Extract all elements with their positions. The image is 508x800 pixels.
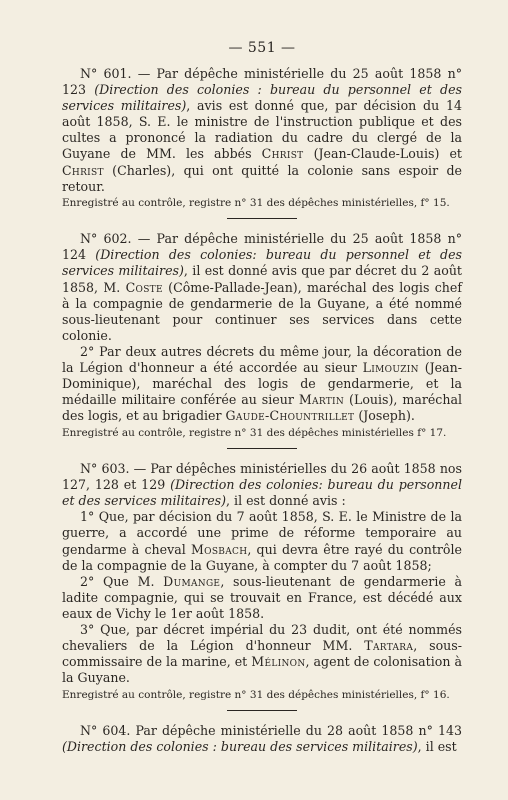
direction-text: (Direction des colonies : bureau des services militaires) — [62, 739, 418, 755]
section-divider — [227, 710, 297, 711]
entry-text: — Par dépêches ministérielles du 26 août 1858 nos 127, 128 et 129 — [62, 460, 462, 493]
entry-text: (Louis), maréchal des logis, et au brigadier — [62, 392, 462, 424]
entry-text: , qui devra être rayé du contrôle de la compagnie de la Guyane, à compter du 7 août 1858; — [62, 541, 463, 573]
entry-text: (Jean-Dominique), maréchal des logis de gendarmerie, et la médaille militaire conférée au sieur — [62, 360, 462, 408]
entry-603 — [62, 461, 462, 702]
section-divider — [227, 448, 297, 449]
direction-text: (Direction des colonies : bureau du personnel et des services militaires) — [62, 82, 462, 114]
direction-text: (Direction des colonies: bureau du personnel et des services militaires) — [62, 477, 462, 509]
section-divider — [227, 218, 297, 219]
entry-body — [62, 461, 462, 509]
entry-text: 2° Que M. — [80, 573, 164, 589]
entry-paragraph — [62, 509, 462, 573]
person-name: Gaude-Chountrillet — [225, 408, 355, 424]
person-name: Limouzin — [362, 360, 419, 376]
entry-text: (Joseph). — [354, 408, 415, 424]
registration-note: Enregistré au contrôle, registre n° 31 des dépêches ministérielles, f° 16. — [62, 688, 450, 701]
entry-601 — [62, 66, 462, 210]
entry-text: (Jean-Claude-Louis) et — [303, 146, 462, 162]
entry-text: , il est — [417, 739, 457, 755]
entry-paragraph — [62, 344, 462, 425]
person-name: Christ — [261, 146, 304, 162]
person-name: Coste — [125, 279, 163, 295]
entry-text: 1° Que, par décision du 7 août 1858, S. E. le Ministre de la guerre, a accordé une prime de réforme temporaire au gendarme à cheval — [62, 509, 462, 557]
person-name: Tartara — [364, 638, 414, 654]
person-name: Mélinon — [251, 654, 306, 670]
entry-text: , sous-commissaire de la marine, et — [62, 638, 462, 670]
entry-text: , il est donné avis : — [226, 493, 346, 509]
entry-number: N° 604. — [80, 722, 131, 738]
entry-text: Par dépêche ministérielle du 28 août 1858 n° 143 — [130, 722, 462, 738]
entry-text: (Charles), qui ont quitté la colonie sans espoir de retour. — [62, 162, 462, 194]
registration-note: Enregistré au contrôle, registre n° 31 des dépêches ministérielles f° 17. — [62, 426, 447, 439]
entry-body — [62, 723, 462, 755]
person-name: Dumange — [163, 573, 221, 589]
entry-text: — Par dépêche ministérielle du 25 août 1858 n° 124 — [62, 231, 462, 263]
page-number: — 551 — — [228, 40, 296, 56]
entry-text: , avis est donné que, par décision du 14 août 1858, S. E. le ministre de l'instruction publique et des cultes a prononcé la radiation du cadre du clergé de la Guyane de MM. les abbés — [62, 98, 462, 162]
entry-text: , agent de colonisation à la Guyane. — [62, 654, 462, 686]
registration-note: Enregistré au contrôle, registre n° 31 des dépêches ministérielles, f° 15. — [62, 196, 450, 209]
entry-text: 3° Que, par décret impérial du 23 dudit, ont été nommés chevaliers de la Légion d'honneur MM. — [62, 622, 462, 654]
entry-text: , sous-lieutenant de gendarmerie à ladite compagnie, qui se trouvait en France, est décédé aux eaux de Vichy le 1er août 1858. — [62, 573, 463, 621]
entry-text: , il est donné avis que par décret du 2 août 1858, M. — [62, 263, 462, 295]
entry-paragraph — [62, 622, 462, 686]
entry-body — [62, 66, 462, 195]
entry-number: N° 603. — [80, 460, 130, 476]
person-name: Mosbach — [190, 541, 248, 557]
entry-602 — [62, 231, 462, 440]
entry-paragraph — [62, 574, 462, 622]
person-name: Martin — [298, 392, 345, 408]
entry-number: N° 602. — [80, 231, 132, 247]
entry-body — [62, 231, 462, 344]
entry-number: N° 601. — [80, 65, 132, 81]
direction-text: (Direction des colonies: bureau du personnel et des services militaires) — [62, 247, 462, 279]
document-page — [62, 40, 462, 755]
entry-text: (Côme-Pallade-Jean), maréchal des logis chef à la compagnie de gendarmerie de la Guyane, a été nommé sous-lieutenant pour continuer ses services dans cette colonie. — [62, 279, 462, 343]
entry-text: 2° Par deux autres décrets du même jour, la décoration de la Légion d'honneur a été accordée au sieur — [62, 343, 462, 376]
person-name: Christ — [62, 162, 104, 178]
entry-text: — Par dépêche ministérielle du 25 août 1858 n° 123 — [62, 65, 462, 98]
entry-604 — [62, 723, 462, 755]
